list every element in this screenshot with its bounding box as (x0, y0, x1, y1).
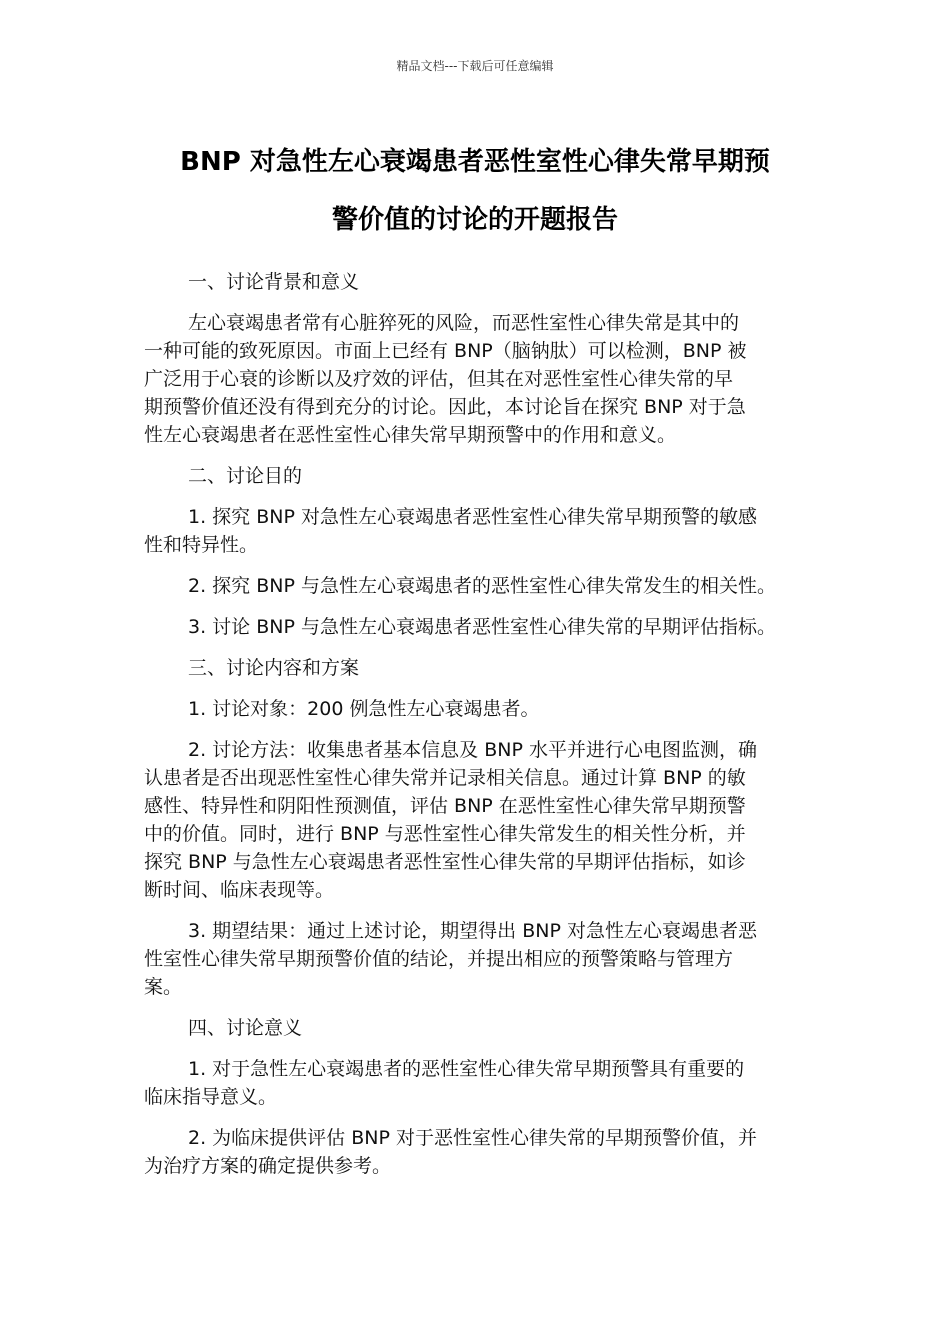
paragraph-line: 断时间、临床表现等。 (144, 879, 335, 901)
paragraph-line: 3. 期望结果：通过上述讨论，期望得出 BNP 对急性左心衰竭患者恶 (188, 920, 757, 942)
paragraph (144, 917, 824, 1001)
paragraph (144, 268, 824, 296)
title-line: 警价值的讨论的开题报告 (331, 205, 618, 235)
paragraph-line: 案。 (144, 976, 183, 998)
document-title (140, 133, 810, 249)
paragraph (144, 695, 824, 723)
header-note: 精品文档---下载后可任意编辑 (396, 59, 554, 73)
paragraph-line: 期预警价值还没有得到充分的讨论。因此，本讨论旨在探究 BNP 对于急 (144, 396, 746, 418)
paragraph-line: 左心衰竭患者常有心脏猝死的风险，而恶性室性心律失常是其中的 (188, 312, 740, 334)
paragraph-line: 1. 对于急性左心衰竭患者的恶性室性心律失常早期预警具有重要的 (188, 1058, 745, 1080)
paragraph (144, 1055, 824, 1111)
title-line: BNP 对急性左心衰竭患者恶性室性心律失常早期预 (180, 147, 770, 177)
paragraph-line: 三、讨论内容和方案 (188, 657, 360, 679)
paragraph (144, 1124, 824, 1180)
paragraph-line: 为治疗方案的确定提供参考。 (144, 1155, 392, 1177)
paragraph-line: 2. 探究 BNP 与急性左心衰竭患者的恶性室性心律失常发生的相关性。 (188, 575, 776, 597)
paragraph-line: 四、讨论意义 (188, 1017, 303, 1039)
paragraph (144, 654, 824, 682)
paragraph-line: 中的价值。同时，进行 BNP 与恶性室性心律失常发生的相关性分析，并 (144, 823, 746, 845)
paragraph-line: 性室性心律失常早期预警价值的结论，并提出相应的预警策略与管理方 (144, 948, 734, 970)
paragraph (144, 613, 824, 641)
paragraph-line: 临床指导意义。 (144, 1086, 278, 1108)
paragraph-line: 性和特异性。 (144, 534, 259, 556)
paragraph (144, 309, 824, 449)
paragraph (144, 1014, 824, 1042)
paragraph-line: 广泛用于心衰的诊断以及疗效的评估，但其在对恶性室性心律失常的早 (144, 368, 734, 390)
paragraph-line: 2. 为临床提供评估 BNP 对于恶性室性心律失常的早期预警价值，并 (188, 1127, 757, 1149)
paragraph-line: 二、讨论目的 (188, 465, 303, 487)
paragraph-line: 一、讨论背景和意义 (188, 271, 360, 293)
paragraph (144, 572, 824, 600)
paragraph-line: 2. 讨论方法：收集患者基本信息及 BNP 水平并进行心电图监测，确 (188, 739, 757, 761)
paragraph (144, 736, 824, 904)
paragraph (144, 503, 824, 559)
paragraph-line: 性左心衰竭患者在恶性室性心律失常早期预警中的作用和意义。 (144, 424, 677, 446)
document-body (144, 268, 824, 1193)
paragraph-line: 认患者是否出现恶性室性心律失常并记录相关信息。通过计算 BNP 的敏 (144, 767, 746, 789)
paragraph-line: 3. 讨论 BNP 与急性左心衰竭患者恶性室性心律失常的早期评估指标。 (188, 616, 776, 638)
paragraph-line: 一种可能的致死原因。市面上已经有 BNP（脑钠肽）可以检测，BNP 被 (144, 340, 747, 362)
paragraph-line: 1. 讨论对象：200 例急性左心衰竭患者。 (188, 698, 540, 720)
paragraph (144, 462, 824, 490)
paragraph-line: 1. 探究 BNP 对急性左心衰竭患者恶性室性心律失常早期预警的敏感 (188, 506, 757, 528)
paragraph-line: 探究 BNP 与急性左心衰竭患者恶性室性心律失常的早期评估指标，如诊 (144, 851, 746, 873)
paragraph-line: 感性、特异性和阴阳性预测值，评估 BNP 在恶性室性心律失常早期预警 (144, 795, 746, 817)
